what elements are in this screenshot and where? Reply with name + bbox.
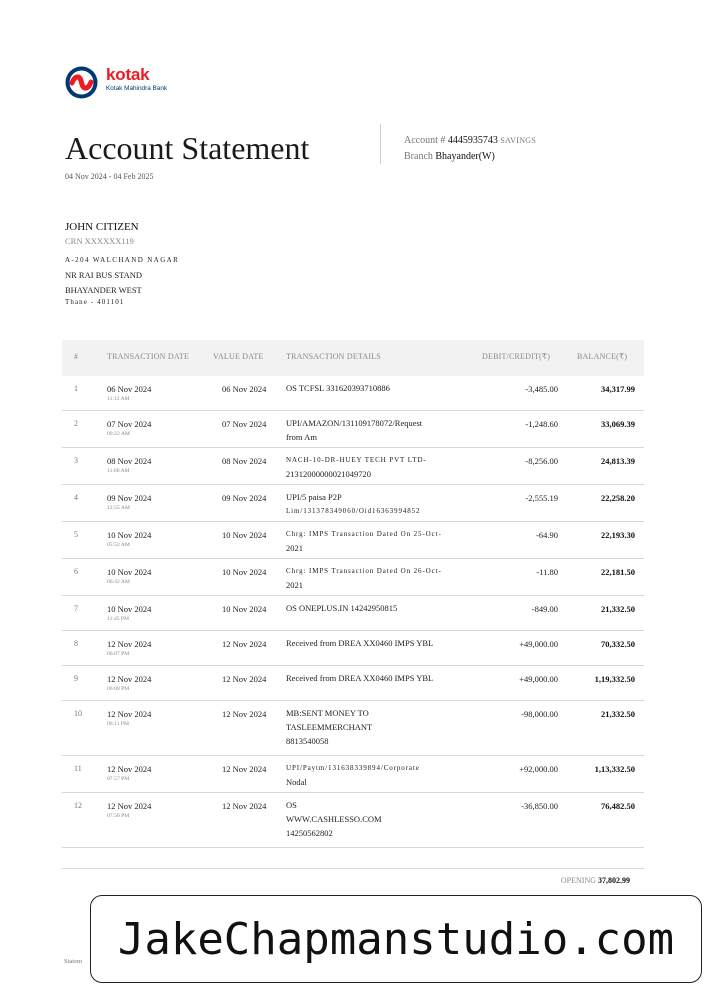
row-number: 2: [74, 419, 78, 428]
value-date: 07 Nov 2024: [222, 419, 267, 429]
details-line: OS TCFSL 331620393710886: [286, 383, 390, 393]
transaction-time: 11:45 PM: [107, 616, 130, 622]
row-number: 12: [74, 801, 82, 810]
column-header: TRANSACTION DATE: [107, 352, 190, 361]
opening-balance: [480, 876, 630, 885]
details-line: UPI/AMAZON/131109178072/Request: [286, 418, 423, 428]
value-date: 10 Nov 2024: [222, 530, 267, 540]
branch-label: Branch: [404, 151, 433, 162]
table-row: [62, 448, 644, 485]
transaction-date: 09 Nov 2024: [107, 493, 152, 503]
details-line: OS: [286, 800, 297, 810]
address-line: A-204 WALCHAND NAGAR: [65, 256, 180, 264]
transaction-details: [286, 798, 466, 840]
opening-value: 37,802.99: [598, 876, 630, 885]
transaction-details: [286, 761, 466, 789]
transaction-details: [286, 527, 466, 555]
branch-info: [404, 151, 495, 162]
debit-credit-amount: -2,555.19: [525, 493, 558, 503]
balance-amount: 22,193.30: [601, 530, 635, 540]
table-bottom-divider: [62, 868, 644, 869]
debit-credit-amount: -1,248.60: [525, 419, 558, 429]
transaction-time: 12:55 AM: [107, 505, 130, 511]
row-number: 11: [74, 764, 82, 773]
row-number: 3: [74, 456, 78, 465]
bank-logo-subtitle: Kotak Mahindra Bank: [106, 85, 168, 92]
table-row: [62, 701, 644, 756]
address-line: NR RAI BUS STAND: [65, 270, 143, 280]
table-row: [62, 522, 644, 559]
debit-credit-amount: -3,485.00: [525, 384, 558, 394]
column-header: #: [74, 352, 79, 361]
address-line: Thane - 401101: [65, 298, 125, 306]
transaction-date: 12 Nov 2024: [107, 801, 152, 811]
account-type: SAVINGS: [500, 136, 537, 145]
value-date: 10 Nov 2024: [222, 604, 267, 614]
details-line: NACH-10-DR-HUEY TECH PVT LTD-: [286, 456, 427, 464]
details-line: Chrg: IMPS Transaction Dated On 26-Oct-: [286, 567, 442, 575]
balance-amount: 21,332.50: [601, 709, 635, 719]
transaction-details: [286, 381, 466, 395]
table-body: [62, 376, 644, 848]
row-number: 7: [74, 604, 78, 613]
debit-credit-amount: -11.80: [536, 567, 558, 577]
transaction-date: 08 Nov 2024: [107, 456, 152, 466]
transaction-date: 10 Nov 2024: [107, 604, 152, 614]
transaction-details: [286, 706, 466, 748]
transactions-table: [62, 340, 644, 848]
details-line: 2021: [286, 543, 303, 553]
balance-amount: 76,482.50: [601, 801, 635, 811]
balance-amount: 1,13,332.50: [594, 764, 635, 774]
transaction-details: [286, 416, 466, 444]
customer-name: JOHN CITIZEN: [65, 221, 139, 233]
details-line: 8813540058: [286, 736, 329, 746]
customer-crn: CRN XXXXXX119: [65, 236, 134, 246]
transaction-date: 10 Nov 2024: [107, 567, 152, 577]
transaction-time: 11:12 AM: [107, 396, 130, 402]
transaction-time: 06:07 PM: [107, 651, 130, 657]
details-line: Received from DREA XX0460 IMPS YBL: [286, 638, 434, 648]
account-info: [404, 135, 536, 146]
transaction-date: 10 Nov 2024: [107, 530, 152, 540]
transaction-details: [286, 671, 466, 685]
transaction-date: 12 Nov 2024: [107, 709, 152, 719]
debit-credit-amount: -98,000.00: [521, 709, 558, 719]
details-line: Nodal: [286, 777, 307, 787]
debit-credit-amount: -36,850.00: [521, 801, 558, 811]
value-date: 08 Nov 2024: [222, 456, 267, 466]
transaction-date: 06 Nov 2024: [107, 384, 152, 394]
account-number: 4445935743: [447, 135, 498, 146]
debit-credit-amount: +92,000.00: [519, 764, 558, 774]
opening-label: OPENING: [560, 876, 596, 885]
transaction-details: [286, 453, 466, 481]
details-line: OS ONEPLUS.IN 14242950815: [286, 603, 398, 613]
bank-logo: [65, 66, 205, 100]
footer-text: Statem: [64, 958, 83, 965]
table-row: [62, 485, 644, 522]
balance-amount: 70,332.50: [601, 639, 635, 649]
row-number: 9: [74, 674, 78, 683]
transaction-date: 12 Nov 2024: [107, 674, 152, 684]
transaction-details: [286, 636, 466, 650]
value-date: 06 Nov 2024: [222, 384, 267, 394]
column-header: TRANSACTION DETAILS: [286, 352, 381, 361]
value-date: 12 Nov 2024: [222, 801, 267, 811]
details-line: WWW.CASHLESSO.COM: [286, 814, 382, 824]
table-row: [62, 596, 644, 631]
transaction-time: 06:11 PM: [107, 721, 130, 727]
bank-logo-wordmark: kotak: [106, 65, 150, 84]
debit-credit-amount: +49,000.00: [519, 639, 558, 649]
column-header: VALUE DATE: [213, 352, 264, 361]
column-header: BALANCE(₹): [577, 352, 628, 361]
details-line: MB:SENT MONEY TO: [286, 708, 369, 718]
details-line: Chrg: IMPS Transaction Dated On 25-Oct-: [286, 530, 442, 538]
debit-credit-amount: +49,000.00: [519, 674, 558, 684]
value-date: 10 Nov 2024: [222, 567, 267, 577]
details-line: UPI/5 paisa P2P: [286, 492, 342, 502]
account-label: Account #: [404, 135, 446, 146]
table-row: [62, 793, 644, 848]
balance-amount: 33,069.39: [601, 419, 635, 429]
balance-amount: 34,317.99: [601, 384, 635, 394]
transaction-time: 06:08 PM: [107, 686, 130, 692]
watermark-banner: JakeChapmanstudio.com: [90, 895, 702, 983]
transaction-time: 05:52 AM: [107, 542, 130, 548]
transaction-details: [286, 564, 466, 592]
table-row: [62, 756, 644, 793]
balance-amount: 22,181.50: [601, 567, 635, 577]
page-title: Account Statement: [65, 130, 310, 166]
balance-amount: 24,813.39: [601, 456, 635, 466]
row-number: 5: [74, 530, 78, 539]
kotak-logo-icon: [65, 66, 98, 99]
balance-amount: 1,19,332.50: [594, 674, 635, 684]
table-row: [62, 411, 644, 448]
debit-credit-amount: -8,256.00: [525, 456, 558, 466]
debit-credit-amount: -64.90: [536, 530, 558, 540]
value-date: 12 Nov 2024: [222, 709, 267, 719]
details-line: TASLEEMMERCHANT: [286, 722, 373, 732]
table-row: [62, 666, 644, 701]
balance-amount: 21,332.50: [601, 604, 635, 614]
value-date: 12 Nov 2024: [222, 764, 267, 774]
table-row: [62, 631, 644, 666]
table-row: [62, 376, 644, 411]
transaction-time: 11:06 AM: [107, 468, 130, 474]
transaction-time: 07:58 PM: [107, 813, 130, 819]
details-line: from Am: [286, 432, 317, 442]
address-line: BHAYANDER WEST: [65, 285, 142, 295]
row-number: 1: [74, 384, 78, 393]
row-number: 10: [74, 709, 82, 718]
details-line: 21312000000021049720: [286, 469, 371, 479]
table-row: [62, 559, 644, 596]
row-number: 6: [74, 567, 78, 576]
details-line: UPI/Paytm/131638339894/Corporate: [286, 764, 420, 772]
statement-period: 04 Nov 2024 - 04 Feb 2025: [65, 172, 154, 181]
details-line: Received from DREA XX0460 IMPS YBL: [286, 673, 434, 683]
column-header: DEBIT/CREDIT(₹): [482, 352, 551, 361]
transaction-time: 06:42 AM: [107, 579, 130, 585]
transaction-details: [286, 490, 466, 518]
details-line: Lim/131378349060/Oid16363994852: [286, 507, 421, 515]
transaction-time: 07:57 PM: [107, 776, 130, 782]
table-header: [62, 340, 644, 376]
value-date: 09 Nov 2024: [222, 493, 267, 503]
balance-amount: 22,258.20: [601, 493, 635, 503]
value-date: 12 Nov 2024: [222, 639, 267, 649]
row-number: 4: [74, 493, 78, 502]
debit-credit-amount: -849.00: [531, 604, 558, 614]
transaction-date: 07 Nov 2024: [107, 419, 152, 429]
value-date: 12 Nov 2024: [222, 674, 267, 684]
transaction-date: 12 Nov 2024: [107, 639, 152, 649]
branch-name: Bhayander(W): [435, 151, 495, 162]
row-number: 8: [74, 639, 78, 648]
details-line: 14250562802: [286, 828, 333, 838]
transaction-date: 12 Nov 2024: [107, 764, 152, 774]
transaction-details: [286, 601, 466, 615]
transaction-time: 09:22 AM: [107, 431, 130, 437]
details-line: 2021: [286, 580, 303, 590]
header-divider: [380, 124, 381, 164]
